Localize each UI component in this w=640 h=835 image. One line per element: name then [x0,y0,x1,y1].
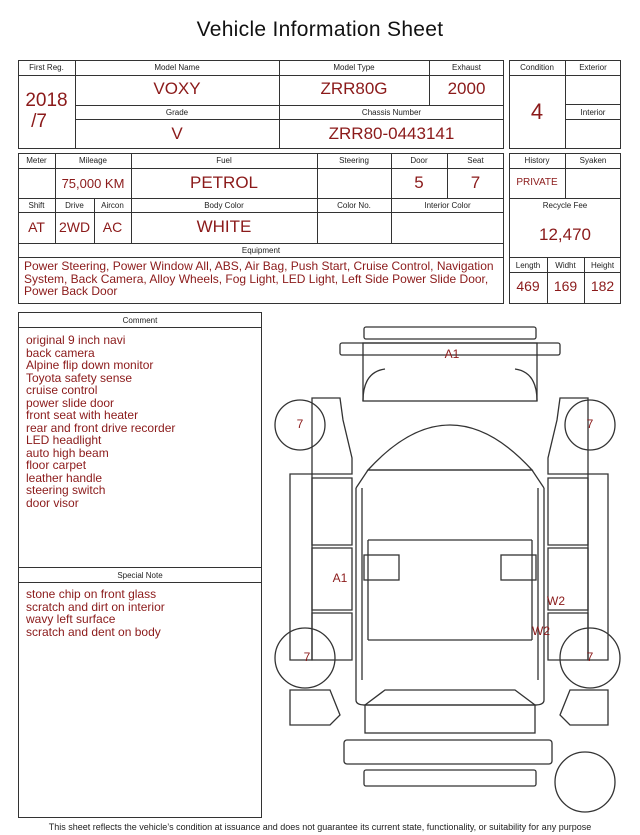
comment-item: Alpine flip down monitor [26,358,154,372]
comment-label: Comment [122,316,158,325]
mileage-value: 75,000 KM [61,176,125,191]
comment-item: LED headlight [26,433,102,447]
grade-label: Grade [165,108,189,117]
comment-item: front seat with heater [26,408,139,422]
comment-item: rear and front drive recorder [26,420,176,435]
chassis-value: ZRR80-0443141 [328,124,455,143]
comment-item: original 9 inch navi [26,333,126,347]
mileage-label: Mileage [78,156,107,165]
mark-wheel-fr: 7 [586,417,594,431]
door-value: 5 [414,173,424,192]
height-label: Height [590,261,615,270]
syaken-label: Syaken [579,156,607,165]
comment-item: Toyota safety sense [26,370,133,385]
first-reg-month: /7 [31,111,47,132]
shift-label: Shift [28,201,45,210]
mark-right-rear-1: W2 [547,594,565,608]
first-reg-year: 2018 [25,90,68,111]
aircon-value: AC [102,219,123,235]
special-note-item: wavy left surface [26,612,116,626]
special-note-list [26,588,165,638]
comment-item: leather handle [26,470,103,485]
equipment-label: Equipment [241,246,281,255]
history-value: PRIVATE [516,177,558,188]
drive-label: Drive [65,201,84,210]
first-reg-label: First Reg. [29,63,64,72]
door-label: Door [410,156,428,165]
aircon-label: Aircon [101,201,124,210]
seat-label: Seat [467,156,484,165]
special-note-item: stone chip on front glass [26,587,157,601]
mark-wheel-rl: 7 [303,650,311,664]
body-color-value: WHITE [196,217,252,236]
drive-value: 2WD [58,219,91,235]
comment-item: cruise control [26,383,98,397]
color-no-label: Color No. [337,201,371,210]
mark-hood: A1 [444,347,460,361]
seat-value: 7 [470,173,481,192]
model-name-label: Model Name [154,63,200,72]
exhaust-value: 2000 [447,79,486,98]
car-damage-diagram [268,318,630,818]
chassis-label: Chassis Number [361,108,422,117]
comment-item: power slide door [26,395,115,410]
mark-right-rear-2: W2 [532,624,550,638]
comment-item: floor carpet [26,458,87,472]
fuel-value: PETROL [189,173,259,192]
condition-value: 4 [530,99,544,124]
special-note-item: scratch and dent on body [26,624,161,639]
interior-label: Interior [580,108,606,117]
interior-color-label: Interior Color [424,201,471,210]
equipment-text: Power Steering, Power Window All, ABS, Air Bag, Push Start, Cruise Control, Navigation System, Back Camera, Alloy Wheels, Fog Light, LED Light, Left Side Power Slide Door, Power Back Door [24,259,494,299]
width-label: Widht [555,261,576,270]
steering-label: Steering [339,156,369,165]
length-value: 469 [516,278,540,294]
model-name-value: VOXY [153,79,201,98]
body-color-label: Body Color [204,201,244,210]
exterior-label: Exterior [579,63,607,72]
comment-list [26,334,175,509]
comment-item: auto high beam [26,445,109,460]
sheet-title: Vehicle Information Sheet [196,18,444,41]
mark-wheel-rr: 7 [586,650,594,664]
disclaimer-footer: This sheet reflects the vehicle’s condition at issuance and does not guarantee its current state, functionality, or suitability for any purpose [48,822,592,832]
recycle-fee-value: 12,470 [539,225,591,244]
special-note-label: Special Note [117,571,163,580]
length-label: Length [515,261,541,270]
history-label: History [524,156,550,165]
exhaust-label: Exhaust [452,63,481,72]
comment-item: back camera [26,345,95,360]
model-type-value: ZRR80G [320,79,388,98]
special-note-item: scratch and dirt on interior [26,599,165,614]
width-value: 169 [553,278,578,294]
shift-value: AT [28,219,45,235]
comment-item: door visor [26,495,79,510]
comment-item: steering switch [26,483,106,497]
height-value: 182 [590,278,615,294]
mark-left-side: A1 [332,571,348,585]
condition-label: Condition [520,63,554,72]
meter-label: Meter [26,156,47,165]
fuel-label: Fuel [216,156,232,165]
recycle-fee-label: Recycle Fee [542,201,588,210]
model-type-label: Model Type [333,63,375,72]
mark-wheel-fl: 7 [296,417,304,431]
grade-value: V [171,124,183,143]
